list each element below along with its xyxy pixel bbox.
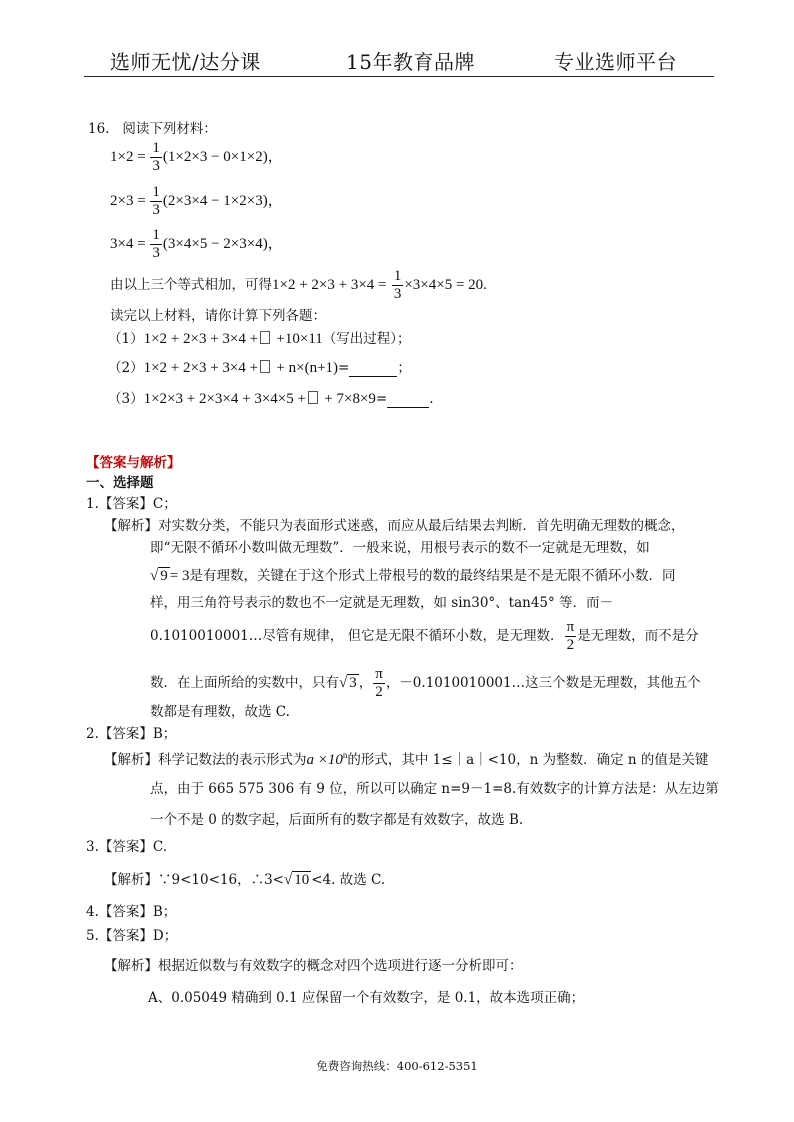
question-16-intro	[88, 121, 217, 137]
answer-3: 3.【答案】C.	[86, 839, 168, 855]
question-number: 16.	[88, 121, 110, 137]
placeholder-box-icon	[260, 331, 270, 344]
explanation-5-line-2: A、0.05049 精确到 0.1 应保留一个有效数字，是 0.1，故本选项正确；	[148, 990, 585, 1006]
fraction: $\frac{1}{3}$	[393, 268, 402, 302]
explanation-1-line-1: 【解析】对实数分类，不能只为表面形式迷惑，而应从最后结果去判断．首先明确无理数的概念，	[104, 518, 685, 534]
answer-5: 5.【答案】D；	[86, 928, 178, 944]
explanation-3: 【解析】∵9<10<16，∴3<√ 10 <4. 故选 C.	[104, 872, 386, 888]
explanation-2-line-2: 点，由于 665 575 306 有 9 位，所以可以确定 n=9－1=8.有效数字的计算方法是：从左边第	[150, 781, 719, 797]
explanation-1-line-3: √ 9 = 3是有理数，关键在于这个形式上带根号的数的最终结果是不是无限不循环小数．同	[150, 568, 676, 584]
answer-2: 2.【答案】B；	[86, 726, 177, 742]
header-slogan: 15年教育品牌	[346, 50, 475, 74]
explanation-2-line-1: 【解析】科学记数法的表示形式为$a \times 10^n$的形式，其中 1≤｜a｜<10，n 为整数．确定 n 的值是关键	[104, 750, 709, 768]
fraction: $\frac{1}{3}$	[152, 140, 160, 174]
header-brand: 选师无忧/达分课	[110, 50, 261, 74]
answer-1: 1.【答案】C；	[86, 496, 177, 512]
equation-1: 1×2 = $\frac{1}{3}$ (1×2×3 − 0×1×2)，	[110, 140, 283, 174]
explanation-1-line-6: 数．在上面所给的实数中，只有√ 3 ， $\frac{\pi}{2}$ ，－0.1010010001…这三个数是无理数，其他五个	[150, 666, 701, 700]
page-header	[84, 44, 714, 77]
equation-2: 2×3 = $\frac{1}{3}$ (2×3×4 − 1×2×3)，	[110, 184, 283, 218]
answers-heading: 【答案与解析】	[86, 455, 181, 471]
task-instruction: 读完以上材料，请你计算下列各题：	[110, 308, 326, 324]
sum-equation: 由以上三个等式相加，可得1×2 + 2×3 + 3×4 = $\frac{1}{3}$ ×3×4×5 = 20.	[110, 268, 487, 302]
placeholder-box-icon	[260, 360, 270, 373]
fraction: $\frac{1}{3}$	[152, 227, 160, 261]
fraction-pi-2: $\frac{\pi}{2}$	[566, 619, 575, 653]
section-title: 一、选择题	[86, 475, 154, 491]
explanation-5-line-1: 【解析】根据近似数与有效数字的概念对四个选项进行逐一分析即可：	[104, 958, 523, 974]
explanation-1-line-5: 0.1010010001…尽管有规律， 但它是无限不循环小数，是无理数． $\frac{\pi}{2}$ 是无理数，而不是分	[150, 619, 699, 653]
answer-blank	[387, 391, 429, 408]
placeholder-box-icon	[308, 391, 318, 404]
fraction-pi-2: $\frac{\pi}{2}$	[375, 666, 383, 700]
subquestion-2: （2）1×2 + 2×3 + 3×4 + + n×(n+1)= ；	[108, 360, 411, 376]
subquestion-3: （3）1×2×3 + 2×3×4 + 3×4×5 + + 7×8×9= .	[108, 391, 434, 407]
page-footer: 免费咨询热线：400-612-5351	[316, 1059, 478, 1073]
equation-3: 3×4 = $\frac{1}{3}$ (3×4×5 − 2×3×4)，	[110, 227, 283, 261]
answer-4: 4.【答案】B；	[86, 904, 177, 920]
explanation-1-line-4: 样，用三角符号表示的数也不一定就是无理数，如 sin30°、tan45° 等．而－	[150, 595, 614, 611]
header-platform: 专业选师平台	[554, 50, 677, 74]
explanation-2-line-3: 一个不是 0 的数字起，后面所有的数字都是有效数字，故选 B.	[150, 812, 524, 828]
fraction: $\frac{1}{3}$	[152, 184, 160, 218]
question-text: 阅读下列材料：	[122, 121, 217, 137]
subquestion-1: （1）1×2 + 2×3 + 3×4 + +10×11（写出过程）；	[108, 331, 411, 347]
sqrt-9: √ 9 = 3	[150, 568, 190, 584]
explanation-1-line-7: 数都是有理数，故选 C.	[150, 704, 290, 720]
explanation-1-line-2: 即“无限不循环小数叫做无理数”．一般来说，用根号表示的数不一定就是无理数，如	[150, 540, 650, 556]
answer-blank	[349, 360, 397, 377]
